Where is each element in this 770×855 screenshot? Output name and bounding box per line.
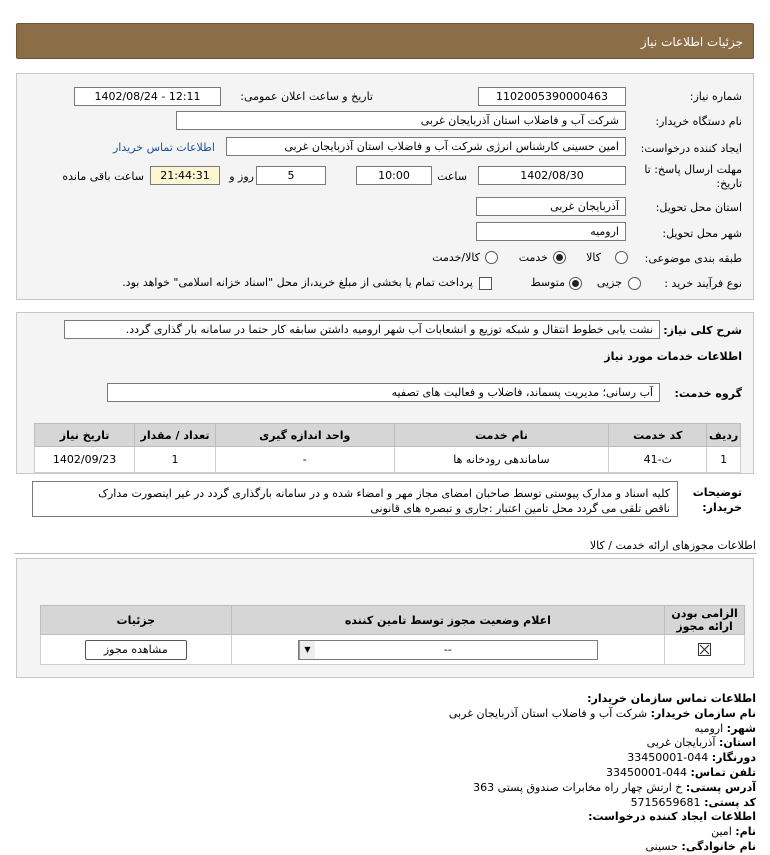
payment-note: پرداخت تمام یا بخشی از مبلغ خرید،از محل "اسناد خزانه اسلامی" خواهد بود. <box>122 276 473 289</box>
notes-line-2: ناقص تلقی می گردد محل تامین اعتبار :جاری و تبصره های قانونی <box>370 502 670 515</box>
notes-label: توضیحات <box>692 486 742 499</box>
category-radio-goods[interactable] <box>615 251 628 264</box>
contact-fax-value: 044-33450001 <box>627 751 709 765</box>
contact-city-label: شهر: <box>726 721 756 735</box>
announce-label: تاریخ و ساعت اعلان عمومی: <box>240 90 373 103</box>
license-required-cell <box>665 635 745 665</box>
service-group-label: گروه خدمت: <box>674 387 742 400</box>
page-title: جزئیات اطلاعات نیاز <box>640 35 743 49</box>
notes-label-buyer: خریدار: <box>702 501 742 514</box>
services-table <box>34 423 741 473</box>
buyer-contact-section <box>16 692 756 855</box>
licenses-table <box>40 605 745 665</box>
cell-date: 1402/09/23 <box>35 447 135 473</box>
province-field[interactable]: آذربایجان غربی <box>476 197 626 216</box>
need-number-field[interactable]: 1102005390000463 <box>478 87 626 106</box>
deadline-label-date: تاریخ: <box>716 177 742 190</box>
licenses-title: اطلاعات مجوزهای ارائه خدمت / کالا <box>589 539 756 552</box>
process-label: نوع فرآیند خرید : <box>664 277 742 290</box>
contact-address-label: آدرس پستی: <box>685 780 756 794</box>
contact-address-line <box>16 781 756 796</box>
category-option-both: کالا/خدمت <box>432 251 480 264</box>
services-table-header <box>35 424 741 447</box>
creator-name-value: امین <box>711 825 732 839</box>
creator-family-label: نام خانوادگی: <box>681 839 756 853</box>
payment-checkbox[interactable] <box>479 277 492 290</box>
process-radio-medium[interactable] <box>569 277 582 290</box>
remaining-label: ساعت باقی مانده <box>62 170 144 183</box>
chevron-down-icon[interactable]: ▼ <box>299 641 315 659</box>
buyer-org-label: نام دستگاه خریدار: <box>655 115 742 128</box>
announce-datetime-field[interactable]: 1402/08/24 - 12:11 <box>74 87 221 106</box>
services-title: اطلاعات خدمات مورد نیاز <box>604 350 742 363</box>
col-date: تاریخ نیاز <box>35 424 135 447</box>
license-details-cell <box>41 635 232 665</box>
col-row: ردیف <box>707 424 741 447</box>
process-option-minor: جزیی <box>596 276 622 289</box>
col-qty: تعداد / مقدار <box>135 424 216 447</box>
process-option-medium: متوسط <box>530 276 565 289</box>
deadline-time-label: ساعت <box>437 170 467 183</box>
contact-fax-line <box>16 751 756 766</box>
contact-title: اطلاعات تماس سازمان خریدار: <box>587 692 756 705</box>
col-required: الزامی بودن ارائه مجوز <box>665 606 745 635</box>
creator-label: ایجاد کننده درخواست: <box>640 142 742 155</box>
cell-row: 1 <box>707 447 741 473</box>
province-label: استان محل تحویل: <box>655 201 742 214</box>
required-checkbox-icon <box>698 643 711 656</box>
contact-city-line <box>16 722 756 737</box>
page-header <box>16 23 754 59</box>
buyer-org-field[interactable]: شرکت آب و فاضلاب استان آذربایجان غربی <box>176 111 626 130</box>
category-radio-service[interactable] <box>553 251 566 264</box>
category-label: طبقه بندی موضوعی: <box>644 252 742 265</box>
contact-org-value: شرکت آب و فاضلاب استان آذربایجان غربی <box>448 706 648 720</box>
need-number-label: شماره نیاز: <box>689 90 742 103</box>
contact-postal-line <box>16 796 756 811</box>
city-field[interactable]: ارومیه <box>476 222 626 241</box>
licenses-divider <box>14 553 756 554</box>
contact-province-label: استان: <box>719 736 756 750</box>
contact-phone-line <box>16 766 756 781</box>
category-option-goods: کالا <box>586 251 601 264</box>
col-unit: واحد اندازه گیری <box>215 424 394 447</box>
need-info-panel <box>16 73 754 300</box>
col-code: کد خدمت <box>609 424 707 447</box>
col-status: اعلام وضعیت مجوز توسط تامین کننده <box>231 606 665 635</box>
notes-line-1: کلیه اسناد و مدارک پیوستی توسط صاحبان امضای مجاز مهر و امضاء شده و در سامانه بارگذاری گردد در غیر اینصورت مدارک <box>98 487 670 500</box>
creator-family-value: حسینی <box>645 839 678 853</box>
license-status-cell <box>231 635 665 665</box>
creator-field[interactable]: امین حسینی کارشناس انرژی شرکت آب و فاضلاب استان آذربایجان غربی <box>226 137 626 156</box>
service-group-field[interactable]: آب رسانی؛ مدیریت پسماند، فاضلاب و فعالیت های تصفیه <box>107 383 660 402</box>
license-status-select[interactable] <box>298 640 598 660</box>
process-radio-minor[interactable] <box>628 277 641 290</box>
contact-postal-label: کد پستی: <box>704 795 756 809</box>
buyer-contact-link[interactable]: اطلاعات تماس خریدار <box>113 141 215 154</box>
contact-postal-value: 5715659681 <box>630 795 701 809</box>
licenses-table-header <box>41 606 745 635</box>
table-row <box>41 635 745 665</box>
days-field[interactable]: 5 <box>256 166 326 185</box>
days-label: روز و <box>229 170 254 183</box>
contact-phone-value: 044-33450001 <box>606 765 688 779</box>
creator-family-line <box>16 840 756 855</box>
deadline-time-field[interactable]: 10:00 <box>356 166 432 185</box>
contact-org-line <box>16 707 756 722</box>
contact-fax-label: دورنگار: <box>711 751 756 765</box>
cell-unit: - <box>215 447 394 473</box>
cell-code: ث-41 <box>609 447 707 473</box>
contact-province-value: آذربایجان غربی <box>646 736 716 750</box>
category-option-service: خدمت <box>518 251 548 264</box>
creator-info-title: اطلاعات ایجاد کننده درخواست: <box>588 810 756 824</box>
deadline-date-field[interactable]: 1402/08/30 <box>478 166 626 185</box>
cell-qty: 1 <box>135 447 216 473</box>
view-license-button[interactable]: مشاهده مجوز <box>85 640 187 660</box>
cell-name: ساماندهی رودخانه ها <box>394 447 609 473</box>
creator-name-label: نام: <box>735 825 756 839</box>
category-radio-both[interactable] <box>485 251 498 264</box>
description-field[interactable]: نشت یابی خطوط انتقال و شبکه توزیع و انشعابات آب شهر ارومیه داشتن سابقه کار حتما در سامانه بار گذاری گردد. <box>64 320 660 339</box>
col-name: نام خدمت <box>394 424 609 447</box>
contact-org-label: نام سازمان خریدار: <box>650 706 756 720</box>
description-label: شرح کلی نیاز: <box>663 324 742 337</box>
creator-name-line <box>16 825 756 840</box>
license-status-value: -- <box>443 642 452 656</box>
table-row <box>35 447 741 473</box>
remaining-time-field: 21:44:31 <box>150 166 220 185</box>
contact-phone-label: تلفن تماس: <box>690 765 756 779</box>
contact-city-value: ارومیه <box>694 721 724 735</box>
contact-address-value: خ ارتش چهار راه مخابرات صندوق پستی 363 <box>473 780 683 794</box>
city-label: شهر محل تحویل: <box>662 227 742 240</box>
col-details: جزئیات <box>41 606 232 635</box>
contact-province-line <box>16 736 756 751</box>
deadline-label: مهلت ارسال پاسخ: تا <box>644 163 742 176</box>
